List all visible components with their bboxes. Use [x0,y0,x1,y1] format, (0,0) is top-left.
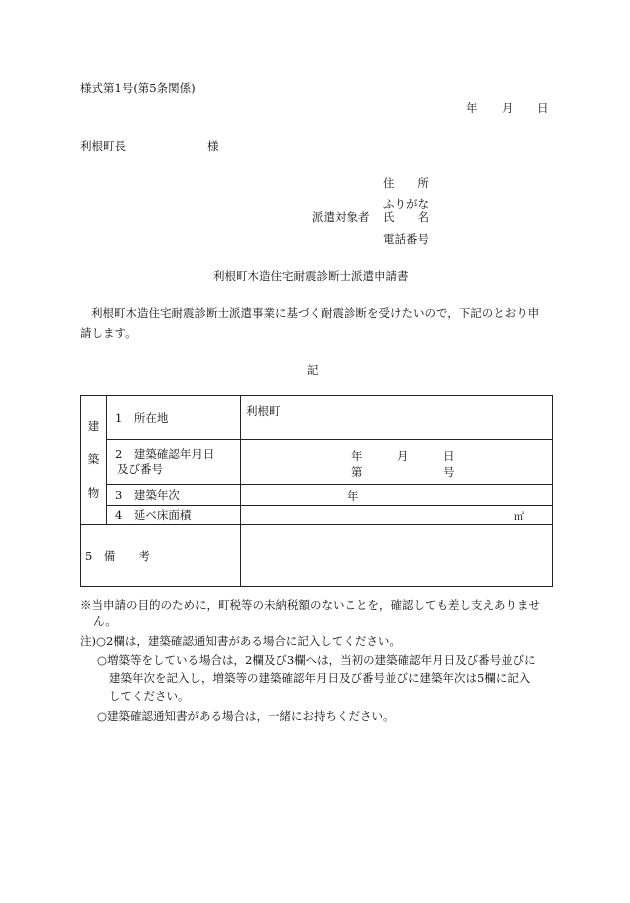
permit-field[interactable]: 年 月 日 第 号 [241,440,553,485]
building-vertical-label: 建 築 物 [81,396,107,525]
consent-note-line-1: ※当申請の目的のために，町税等の未納税額のないことを，確認しても差し支えありませ [80,598,540,612]
target-label: 派遣対象者 [312,210,370,224]
location-label: 1 所在地 [107,396,241,440]
phone-label: 電話番号 [383,232,429,246]
floor-area-field[interactable]: ㎡ [241,506,553,525]
document-title: 利根町木造住宅耐震診断士派遣申請書 [213,269,409,283]
form-number: 様式第1号(第5条関係) [80,81,196,95]
permit-label: 2 建築確認年月日 及び番号 [107,440,241,485]
note-3: ○建築確認通知書がある場合は，一緒にお持ちください。 [97,709,395,723]
note-2-line-2: 建築年次を記入し，増築等の建築確認年月日及び番号並びに建築年次は5欄に記入 [109,671,531,685]
location-field[interactable] [241,396,553,440]
consent-note-line-2: ん。 [93,614,117,628]
location-value: 利根町 [246,404,281,418]
construction-year-field[interactable]: 年 [241,485,553,506]
date-year-label: 年 [466,101,478,115]
addressee-name: 利根町長 [80,139,126,153]
note-2-line-3: してください。 [109,689,190,703]
name-label: 氏 名 [383,210,429,224]
remarks-field[interactable] [241,525,553,587]
addressee-honorific: 様 [207,139,219,153]
floor-area-label: 4 延べ床面積 [107,506,241,525]
date-month-label: 月 [502,101,514,115]
remarks-label: 5 備 考 [81,525,241,587]
ki-label: 記 [307,363,319,377]
address-label: 住 所 [383,176,429,190]
date-day-label: 日 [537,101,549,115]
construction-year-label: 3 建築年次 [107,485,241,506]
note-1: 注)○2欄は，建築確認通知書がある場合に記入してください。 [80,634,401,648]
building-info-table [80,395,553,587]
furigana-label: ふりがな [383,197,429,211]
body-line-2: 請します。 [80,326,137,340]
note-2-line-1: ○増築等をしている場合は，2欄及び3欄へは，当初の建築確認年月日及び番号並びに [97,653,536,667]
body-line-1: 利根町木造住宅耐震診断士派遣事業に基づく耐震診断を受けたいので，下記のとおり申 [91,306,540,320]
